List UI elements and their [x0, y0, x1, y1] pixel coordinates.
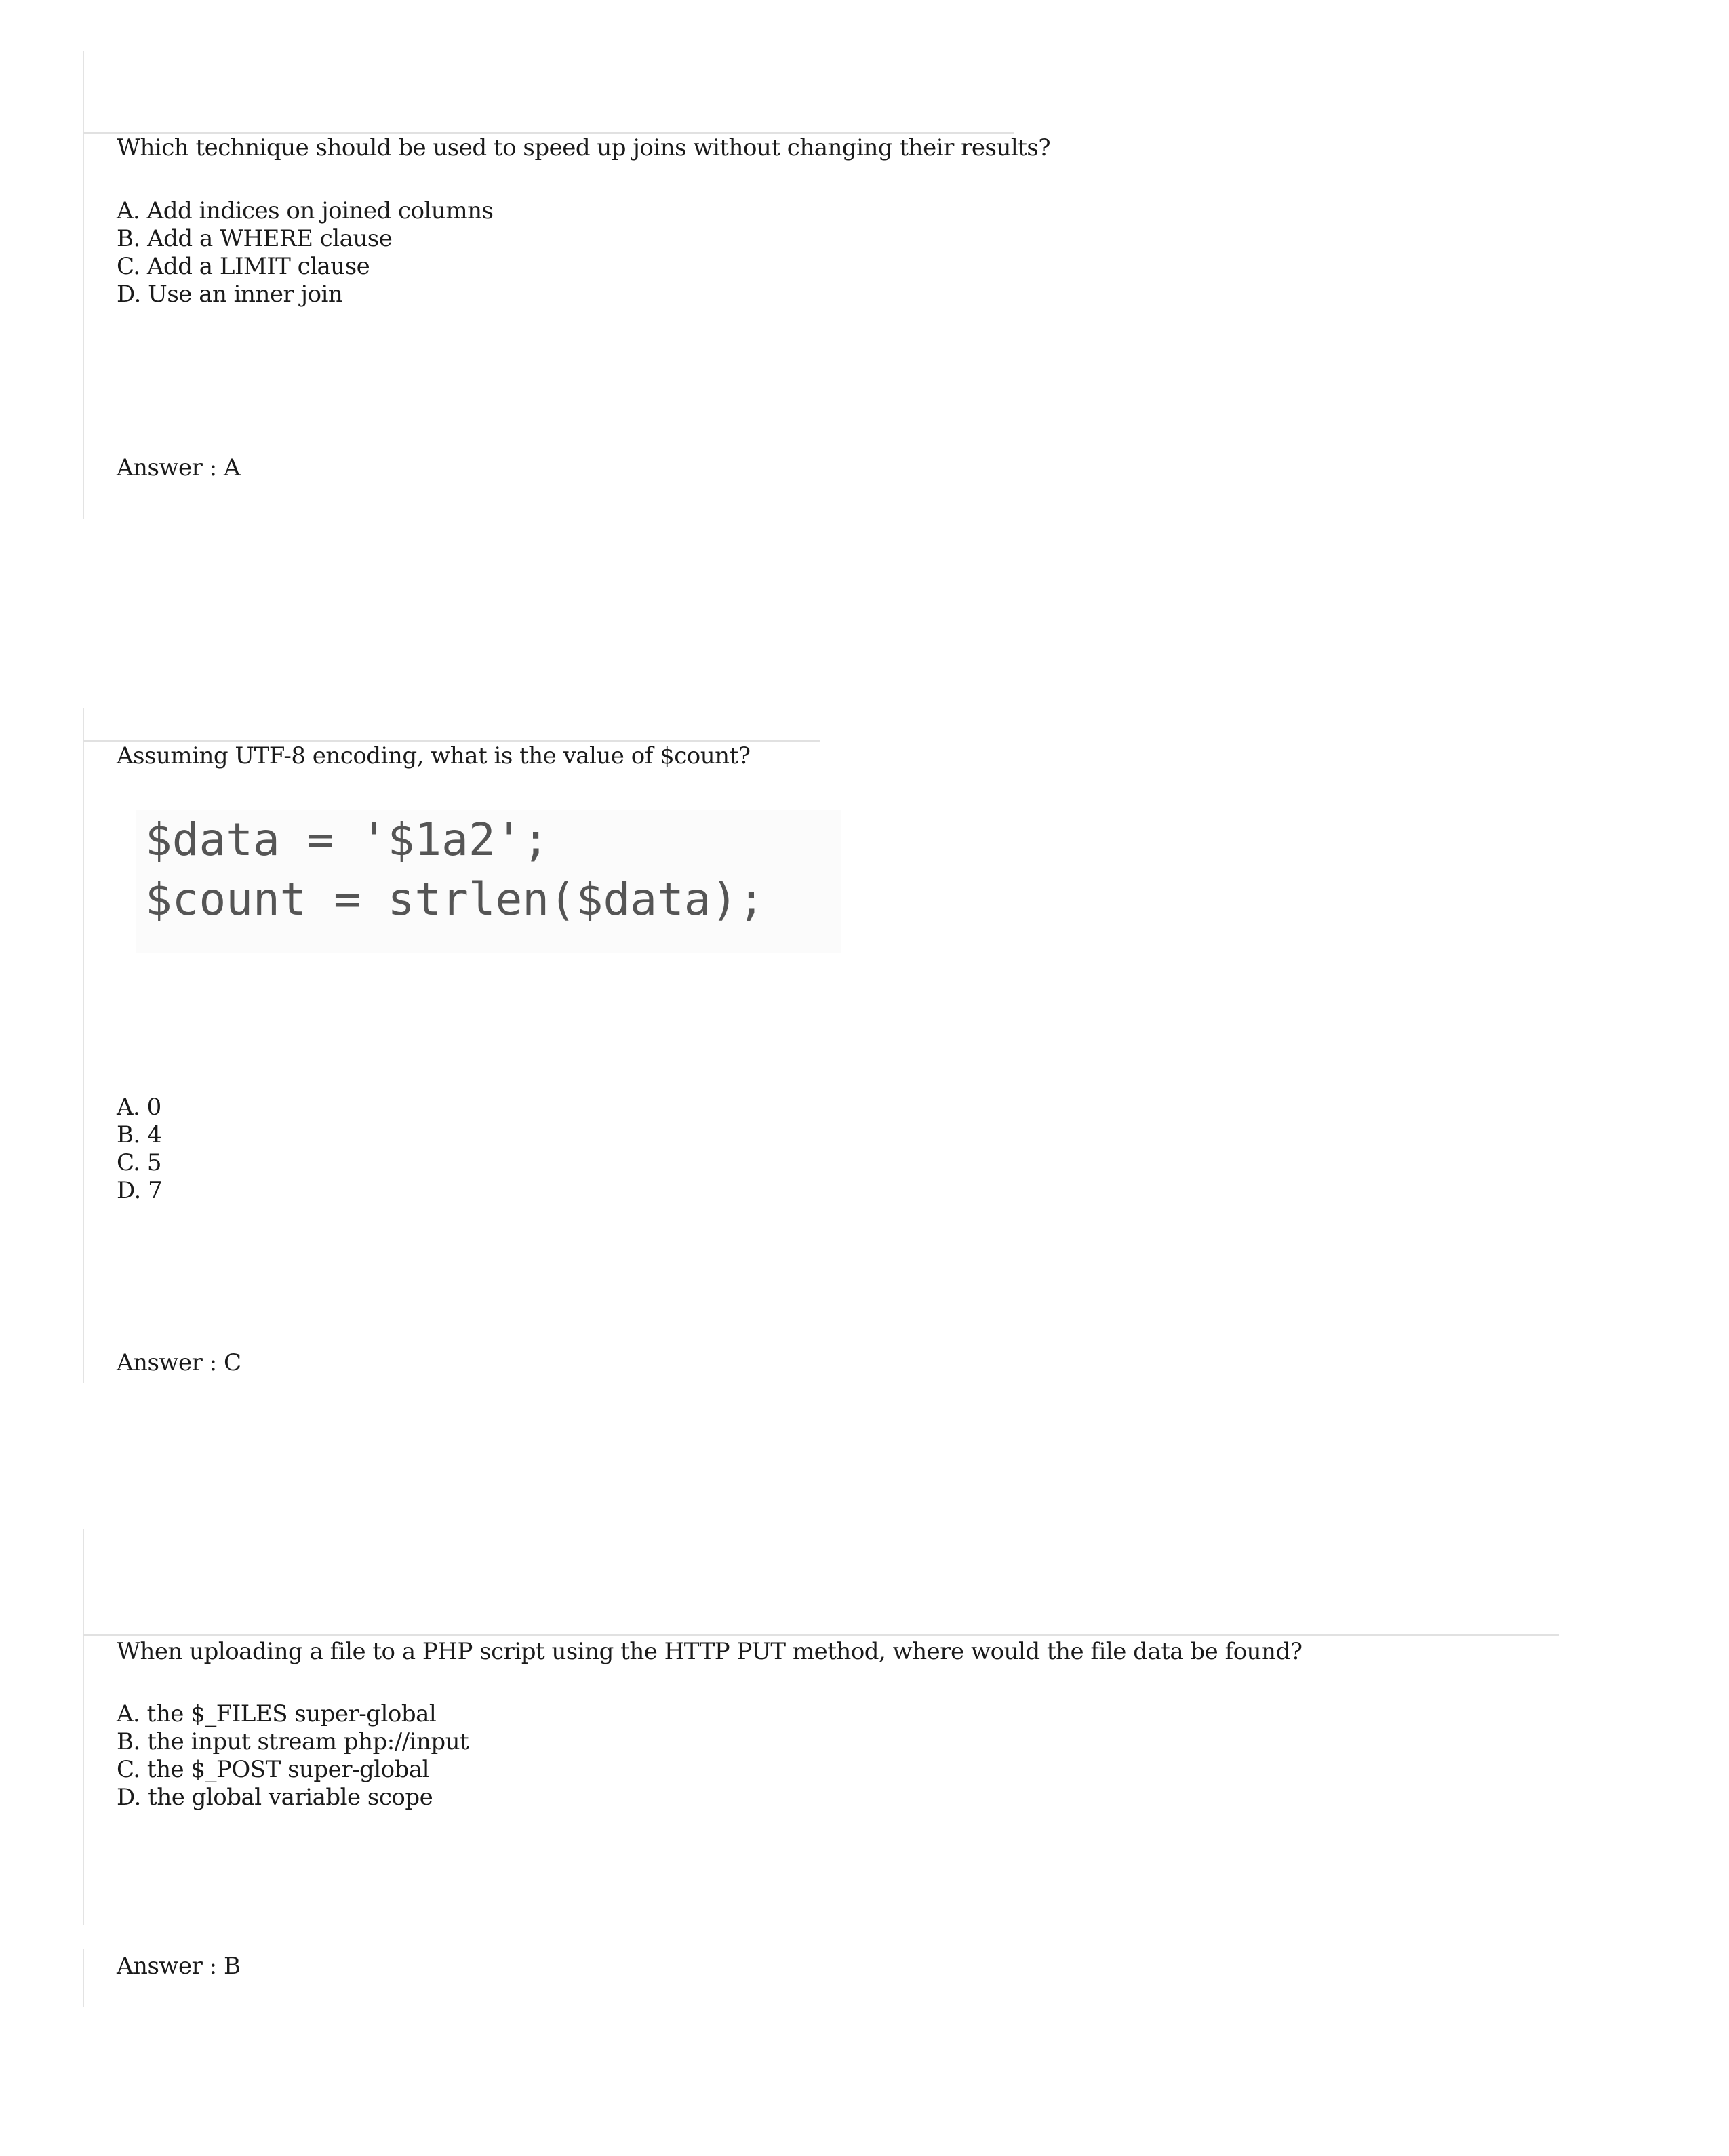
question-1-option-d: D. Use an inner join — [117, 281, 343, 308]
question-3-option-d: D. the global variable scope — [117, 1784, 433, 1811]
question-1-option-c: C. Add a LIMIT clause — [117, 253, 370, 280]
question-1-answer: Answer : A — [117, 454, 240, 481]
question-2-divider — [83, 740, 820, 742]
question-3-option-c: C. the $_POST super-global — [117, 1756, 430, 1783]
question-2-text: Assuming UTF-8 encoding, what is the value of $count? — [117, 742, 751, 770]
question-2-option-a: A. 0 — [117, 1094, 161, 1121]
question-1-options — [117, 197, 493, 308]
code-snippet — [136, 810, 841, 953]
question-3-answer: Answer : B — [117, 1953, 241, 1980]
question-1-option-b: B. Add a WHERE clause — [117, 225, 393, 252]
question-3-answer-border — [83, 1949, 84, 2007]
question-3-option-b: B. the input stream php://input — [117, 1728, 469, 1755]
question-2-answer: Answer : C — [117, 1349, 241, 1376]
question-3-divider — [83, 1634, 1559, 1636]
question-1-left-border — [83, 51, 84, 519]
question-1-option-a: A. Add indices on joined columns — [117, 197, 494, 224]
question-3-option-a: A. the $_FILES super-global — [117, 1700, 437, 1728]
question-3-text: When uploading a file to a PHP script using the HTTP PUT method, where would the file data be found? — [117, 1638, 1303, 1665]
question-3-left-border — [83, 1529, 84, 1925]
question-2-option-d: D. 7 — [117, 1177, 163, 1204]
question-2-option-c: C. 5 — [117, 1149, 162, 1176]
code-line-2: $count = strlen($data); — [145, 873, 765, 925]
question-2-left-border — [83, 708, 84, 1383]
question-2-option-b: B. 4 — [117, 1121, 162, 1149]
question-3-options — [117, 1700, 469, 1812]
question-2-options — [117, 1094, 162, 1205]
question-1-text: Which technique should be used to speed up joins without changing their results? — [117, 134, 1051, 161]
code-line-1: $data = '$1a2'; — [145, 814, 550, 866]
